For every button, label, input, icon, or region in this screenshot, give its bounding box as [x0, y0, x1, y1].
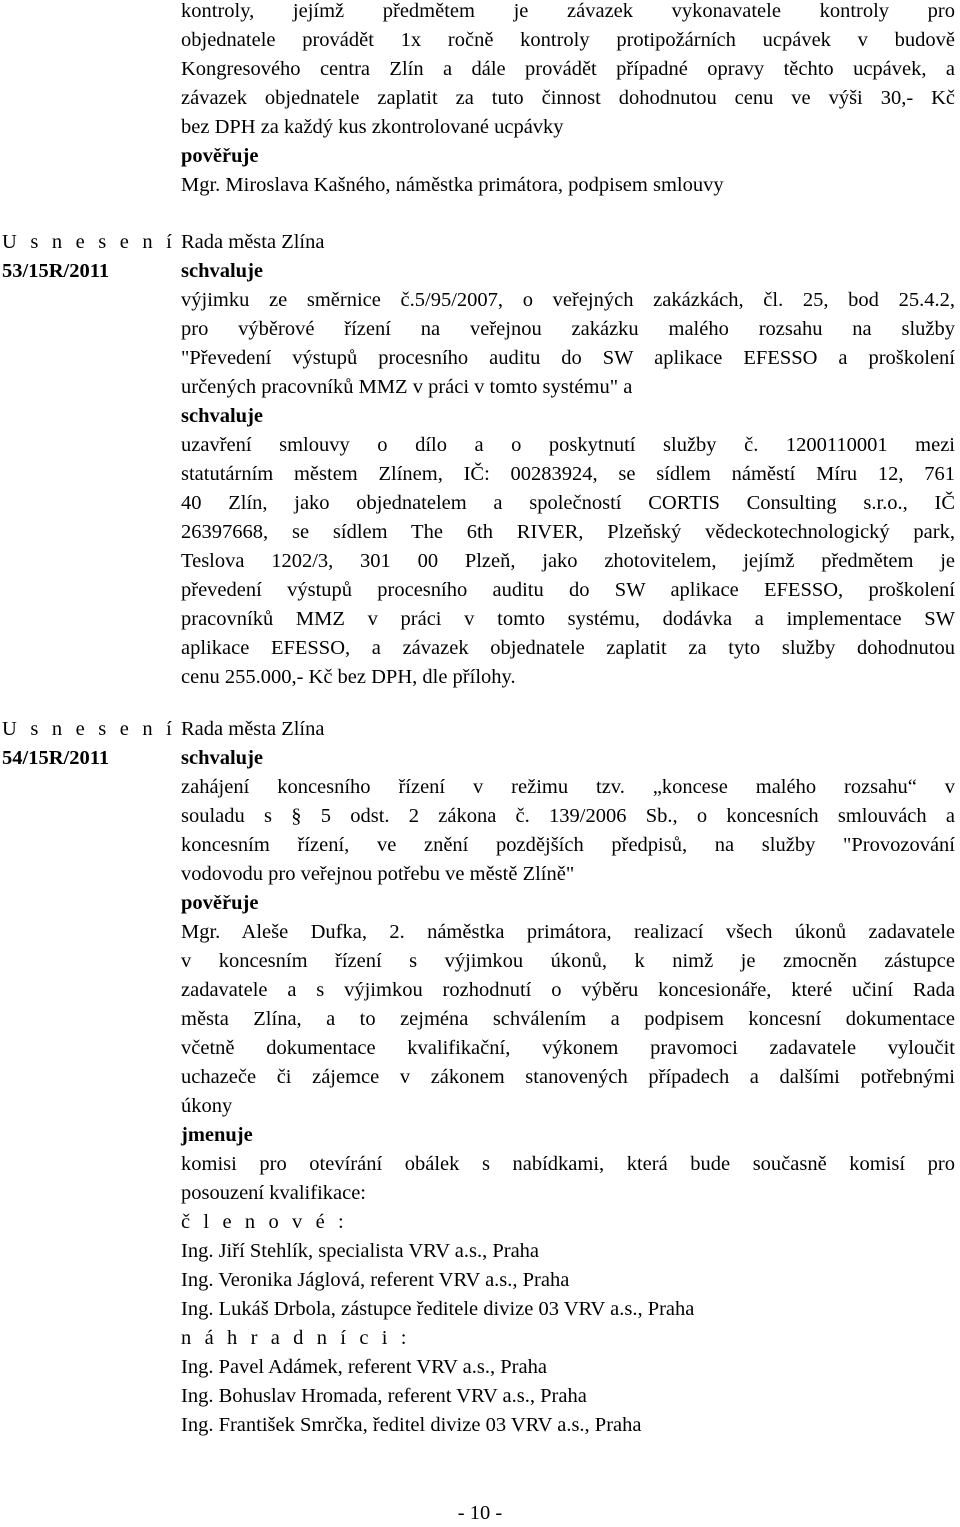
paragraph-line: souladu s § 5 odst. 2 zákona č. 139/2006 Sb., o koncesních smlouvách a — [181, 805, 955, 827]
substitutes-heading: n á h r a d n í c i : — [181, 1327, 411, 1349]
paragraph-line: Mgr. Miroslava Kašného, náměstka primátora, podpisem smlouvy — [181, 174, 724, 196]
paragraph-line: Mgr. Aleše Dufka, 2. náměstka primátora, realizací všech úkonů zadavatele — [181, 921, 955, 943]
paragraph-line: vodovodu pro veřejnou potřebu ve městě Zlíně" — [181, 863, 575, 885]
page-number: - 10 - — [457, 1502, 503, 1524]
substitute-item: Ing. Bohuslav Hromada, referent VRV a.s., Praha — [181, 1385, 587, 1407]
substitute-item: Ing. František Smrčka, ředitel divize 03 VRV a.s., Praha — [181, 1414, 642, 1436]
paragraph-line: zadavatele a s výjimkou rozhodnutí o výběru koncesionáře, které učiní Rada — [181, 979, 955, 1001]
resolution-label: U s n e s e n í — [2, 718, 177, 740]
paragraph-line: určených pracovníků MMZ v práci v tomto systému" a — [181, 376, 633, 398]
member-item: Ing. Veronika Jáglová, referent VRV a.s., Praha — [181, 1269, 570, 1291]
verb-heading: jmenuje — [181, 1124, 253, 1146]
verb-heading: schvaluje — [181, 405, 263, 427]
members-heading: č l e n o v é : — [181, 1211, 348, 1233]
paragraph-line: pro výběrové řízení na veřejnou zakázku malého rozsahu na služby — [181, 318, 955, 340]
paragraph-line: Teslova 1202/3, 301 00 Plzeň, jako zhotovitelem, jejímž předmětem je — [181, 550, 955, 572]
resolution-number: 53/15R/2011 — [2, 260, 110, 282]
paragraph-line: 26397668, se sídlem The 6th RIVER, Plzeňský vědeckotechnologický park, — [181, 521, 955, 543]
resolution-label: U s n e s e n í — [2, 231, 177, 253]
paragraph-line: města Zlína, a to zejména schválením a podpisem koncesní dokumentace — [181, 1008, 955, 1030]
paragraph-line: bez DPH za každý kus zkontrolované ucpávky — [181, 116, 564, 138]
paragraph-line: zahájení koncesního řízení v režimu tzv. „koncese malého rozsahu“ v — [181, 776, 955, 798]
paragraph-line: převedení výstupů procesního auditu do SW aplikace EFESSO, proškolení — [181, 579, 955, 601]
paragraph-line: aplikace EFESSO, a závazek objednatele zaplatit za tyto služby dohodnutou — [181, 637, 955, 659]
paragraph-line: statutárním městem Zlínem, IČ: 00283924, se sídlem náměstí Míru 12, 761 — [181, 463, 955, 485]
paragraph-line: výjimku ze směrnice č.5/95/2007, o veřejných zakázkách, čl. 25, bod 25.4.2, — [181, 289, 955, 311]
paragraph-line: cenu 255.000,- Kč bez DPH, dle přílohy. — [181, 666, 516, 688]
paragraph-line: koncesním řízení, ve znění pozdějších předpisů, na služby "Provozování — [181, 834, 955, 856]
paragraph-line: úkony — [181, 1095, 233, 1117]
paragraph-line: posouzení kvalifikace: — [181, 1182, 367, 1204]
paragraph-line: včetně dokumentace kvalifikační, výkonem pravomoci zadavatele vyloučit — [181, 1037, 955, 1059]
substitute-item: Ing. Pavel Adámek, referent VRV a.s., Praha — [181, 1356, 547, 1378]
paragraph-line: uchazeče či zájemce v zákonem stanovených případech a dalšími potřebnými — [181, 1066, 955, 1088]
paragraph-line: uzavření smlouvy o dílo a o poskytnutí služby č. 1200110001 mezi — [181, 434, 955, 456]
paragraph-line: komisi pro otevírání obálek s nabídkami, která bude současně komisí pro — [181, 1153, 955, 1175]
resolution-body: Rada města Zlína — [181, 231, 325, 253]
member-item: Ing. Jiří Stehlík, specialista VRV a.s., Praha — [181, 1240, 540, 1262]
paragraph-line: závazek objednatele zaplatit za tuto činnost dohodnutou cenu ve výši 30,- Kč — [181, 87, 955, 109]
verb-heading: pověřuje — [181, 145, 259, 167]
verb-heading: pověřuje — [181, 892, 259, 914]
paragraph-line: kontroly, jejímž předmětem je závazek vykonavatele kontroly pro — [181, 0, 955, 22]
paragraph-line: objednatele provádět 1x ročně kontroly protipožárních ucpávek v budově — [181, 29, 955, 51]
paragraph-line: Kongresového centra Zlín a dále provádět případné opravy těchto ucpávek, a — [181, 58, 955, 80]
verb-heading: schvaluje — [181, 747, 263, 769]
paragraph-line: pracovníků MMZ v práci v tomto systému, dodávka a implementace SW — [181, 608, 955, 630]
resolution-body: Rada města Zlína — [181, 718, 325, 740]
resolution-number: 54/15R/2011 — [2, 747, 110, 769]
member-item: Ing. Lukáš Drbola, zástupce ředitele divize 03 VRV a.s., Praha — [181, 1298, 695, 1320]
paragraph-line: v koncesním řízení s výjimkou úkonů, k nimž je zmocněn zástupce — [181, 950, 955, 972]
paragraph-line: "Převedení výstupů procesního auditu do SW aplikace EFESSO a proškolení — [181, 347, 955, 369]
paragraph-line: 40 Zlín, jako objednatelem a společností CORTIS Consulting s.r.o., IČ — [181, 492, 955, 514]
verb-heading: schvaluje — [181, 260, 263, 282]
